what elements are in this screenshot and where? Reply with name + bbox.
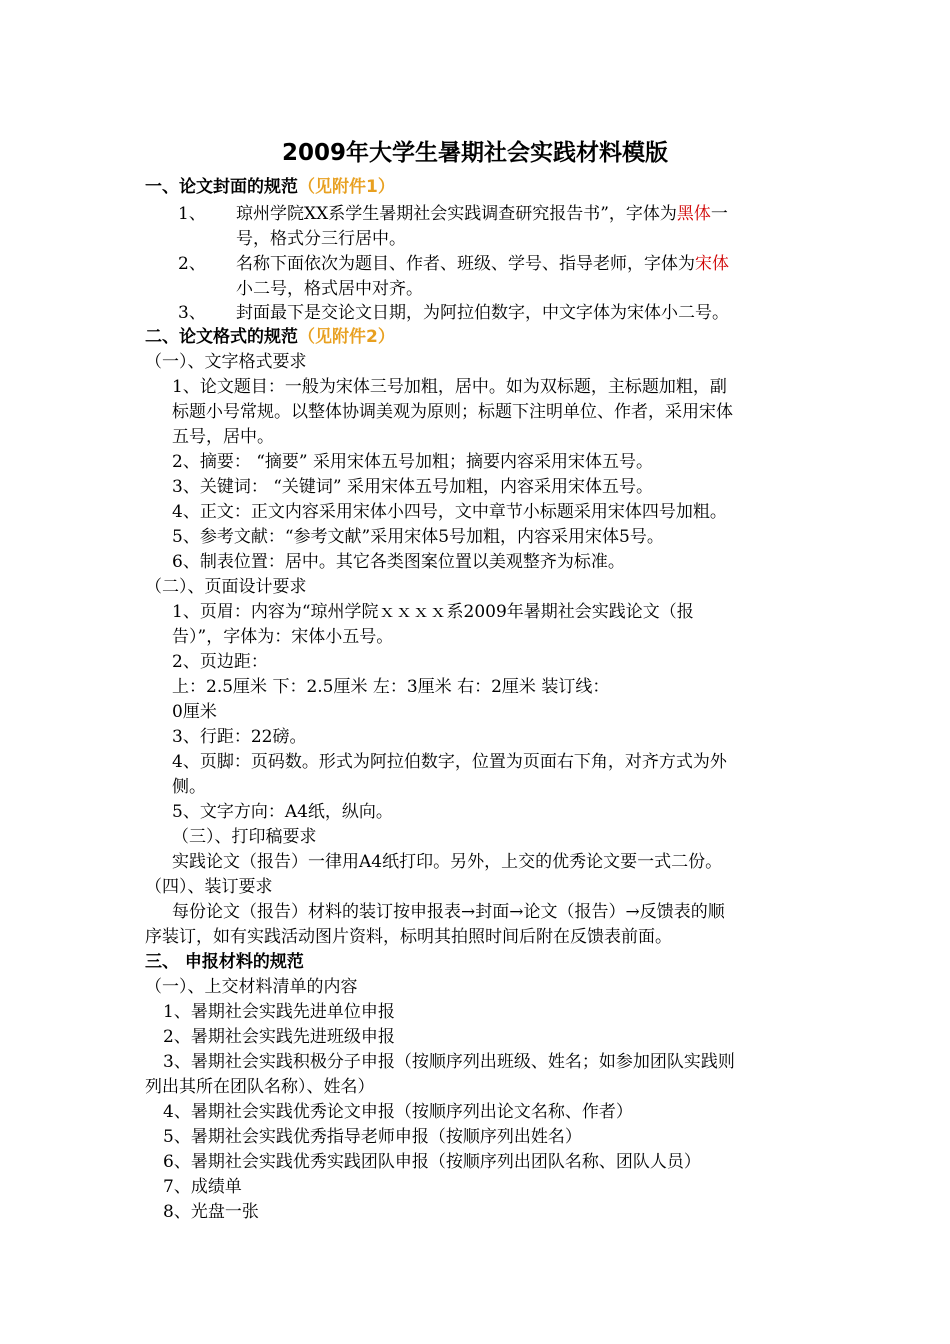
- section-1-note: （见附件1）: [298, 177, 395, 197]
- s1-item-1-text: 琼州学院XX系学生暑期社会实践调查研究报告书”，字体为: [236, 204, 677, 224]
- s2-page-7: 4、页脚：页码数。形式为阿拉伯数字，位置为页面右下角，对齐方式为外: [172, 752, 727, 772]
- s2-page-6: 3、行距：22磅。: [172, 727, 307, 747]
- s2-line-7: 5、参考文献：“参考文献”采用宋体5号加粗，内容采用宋体5号。: [172, 527, 664, 547]
- page-title: 2009年大学生暑期社会实践材料模版: [281, 140, 668, 166]
- s2-page-5: 0厘米: [172, 702, 217, 722]
- s1-item-2-text: 名称下面依次为题目、作者、班级、学号、指导老师，字体为: [236, 254, 695, 274]
- s1-item-3-number: 3、: [178, 303, 206, 323]
- s1-item-1-number: 1、: [178, 204, 206, 224]
- s2-sub-4: （四）、装订要求: [145, 877, 273, 897]
- s1-item-1: [178, 202, 728, 226]
- s3-item-3-cont: 列出其所在团队名称）、姓名）: [145, 1077, 375, 1097]
- section-2-heading-text: 二、论文格式的规范: [145, 327, 298, 347]
- s2-page-8: 侧。: [172, 777, 206, 797]
- s3-item-5: 5、暑期社会实践优秀指导老师申报（按顺序列出姓名）: [163, 1127, 582, 1147]
- s3-item-4: 4、暑期社会实践优秀论文申报（按顺序列出论文名称、作者）: [163, 1102, 633, 1122]
- section-3-heading: 三、 申报材料的规范: [145, 952, 304, 972]
- s2-page-1: 1、页眉：内容为“琼州学院ｘｘｘｘ系2009年暑期社会实践论文（报: [172, 602, 694, 622]
- s1-item-2-red-text: 宋体: [695, 254, 729, 274]
- s2-line-3: 五号，居中。: [172, 427, 274, 447]
- s2-line-6: 4、正文：正文内容采用宋体小四号，文中章节小标题采用宋体四号加粗。: [172, 502, 727, 522]
- s2-bind-1: 每份论文（报告）材料的装订按申报表→封面→论文（报告）→反馈表的顺: [172, 902, 725, 922]
- s1-item-3: [178, 301, 729, 325]
- s3-item-7: 7、成绩单: [163, 1177, 242, 1197]
- s2-sub-3: （三）、打印稿要求: [172, 827, 317, 847]
- s3-item-3: 3、暑期社会实践积极分子申报（按顺序列出班级、姓名；如参加团队实践则: [163, 1052, 735, 1072]
- s2-sub-1: （一）、文字格式要求: [145, 352, 307, 372]
- s2-page-9: 5、文字方向：A4纸，纵向。: [172, 802, 393, 822]
- s2-line-5: 3、关键词： “关键词” 采用宋体五号加粗，内容采用宋体五号。: [172, 477, 654, 497]
- s2-line-2: 标题小号常规。以整体协调美观为原则；标题下注明单位、作者，采用宋体: [172, 402, 733, 422]
- s1-item-1-cont: 号，格式分三行居中。: [236, 229, 406, 249]
- s2-line-8: 6、制表位置：居中。其它各类图案位置以美观整齐为标准。: [172, 552, 625, 572]
- section-1-heading: [145, 175, 395, 199]
- s1-item-2-number: 2、: [178, 254, 206, 274]
- s2-line-1: 1、论文题目：一般为宋体三号加粗，居中。如为双标题，主标题加粗，副: [172, 377, 727, 397]
- s3-item-6: 6、暑期社会实践优秀实践团队申报（按顺序列出团队名称、团队人员）: [163, 1152, 701, 1172]
- s3-item-8: 8、光盘一张: [163, 1202, 259, 1222]
- s3-item-2: 2、暑期社会实践先进班级申报: [163, 1027, 395, 1047]
- s2-sub-2: （二）、页面设计要求: [145, 577, 307, 597]
- s3-item-1: 1、暑期社会实践先进单位申报: [163, 1002, 395, 1022]
- s3-sub-1: （一）、上交材料清单的内容: [145, 977, 358, 997]
- s1-item-2: [178, 252, 729, 276]
- s2-bind-2: 序装订，如有实践活动图片资料，标明其拍照时间后附在反馈表前面。: [145, 927, 672, 947]
- s2-page-4: 上：2.5厘米 下：2.5厘米 左：3厘米 右：2厘米 装订线：: [172, 677, 610, 697]
- s1-item-2-cont: 小二号，格式居中对齐。: [236, 279, 423, 299]
- s1-item-1-red-text: 黑体: [676, 204, 711, 224]
- s2-page-2: 告）”，字体为：宋体小五号。: [172, 627, 394, 647]
- s2-page-3: 2、页边距：: [172, 652, 268, 672]
- s1-item-1-tail: 一: [710, 204, 728, 224]
- section-2-heading: [145, 325, 395, 349]
- s2-print-1: 实践论文（报告）一律用A4纸打印。另外，上交的优秀论文要一式二份。: [172, 852, 723, 872]
- s1-item-3-text: 封面最下是交论文日期，为阿拉伯数字，中文字体为宋体小二号。: [236, 303, 729, 323]
- section-2-note: （见附件2）: [298, 327, 395, 347]
- section-1-heading-text: 一、论文封面的规范: [145, 177, 298, 197]
- s2-line-4: 2、摘要： “摘要” 采用宋体五号加粗；摘要内容采用宋体五号。: [172, 452, 654, 472]
